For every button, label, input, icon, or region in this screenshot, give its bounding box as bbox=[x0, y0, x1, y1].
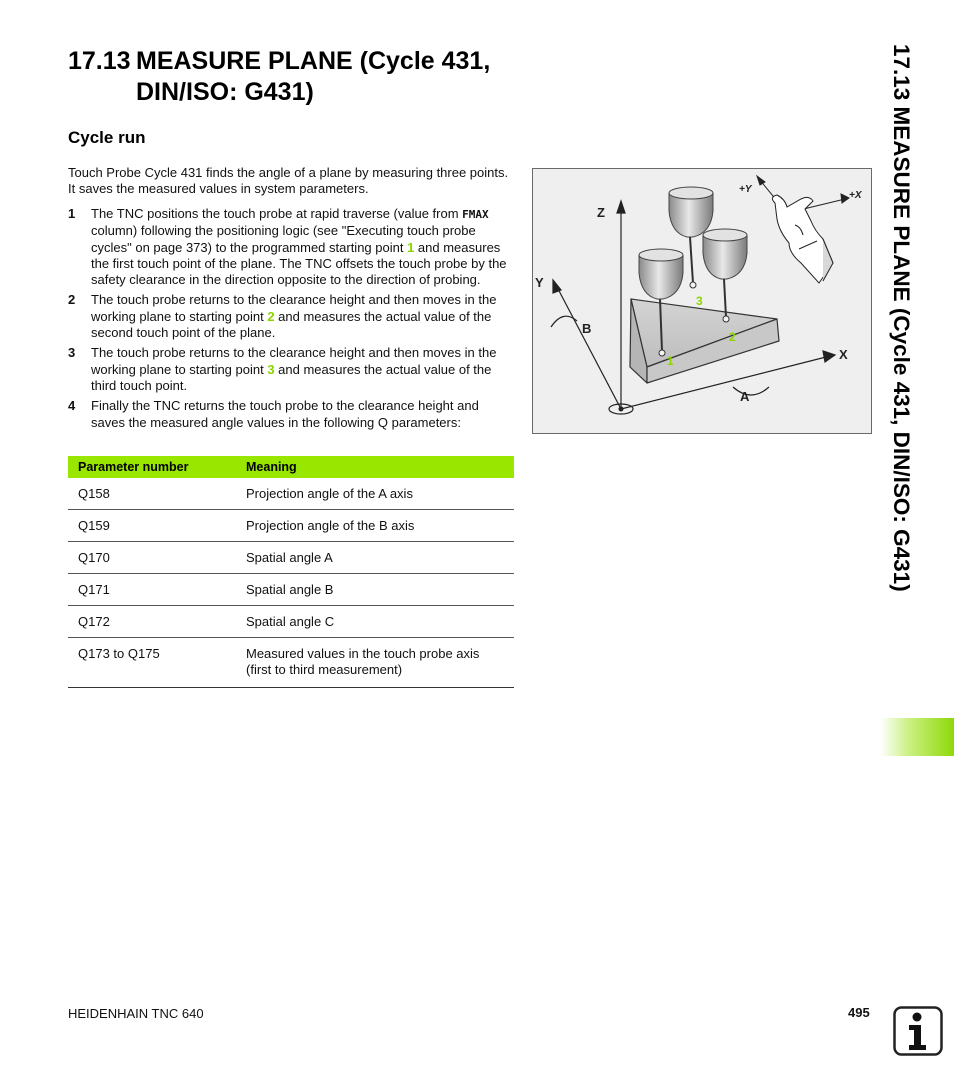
step-item bbox=[68, 206, 512, 288]
param-cell: Q170 bbox=[68, 542, 236, 574]
direction-label-plus-x: +X bbox=[849, 190, 862, 201]
table-row bbox=[68, 638, 514, 688]
heading-line-1 bbox=[68, 46, 490, 77]
meaning-cell: Spatial angle A bbox=[236, 542, 514, 574]
step-number: 4 bbox=[68, 398, 76, 414]
footer-product: HEIDENHAIN TNC 640 bbox=[68, 1006, 204, 1021]
touch-point-label-1: 1 bbox=[667, 354, 674, 368]
plane-diagram bbox=[533, 169, 871, 433]
param-cell: Q158 bbox=[68, 478, 236, 510]
table-row bbox=[68, 510, 514, 542]
table-row bbox=[68, 574, 514, 606]
step-text: and measures the actual value of the second touch point of the plane. bbox=[91, 308, 492, 341]
param-cell: Q172 bbox=[68, 606, 236, 638]
meaning-cell: Spatial angle B bbox=[236, 574, 514, 606]
meaning-cell: Projection angle of the B axis bbox=[236, 510, 514, 542]
step-item bbox=[68, 345, 512, 394]
table-header-row bbox=[68, 456, 514, 478]
fmax-code: FMAX bbox=[462, 208, 489, 221]
direction-label-plus-y: +Y bbox=[739, 184, 752, 195]
step-item bbox=[68, 292, 512, 341]
table-row bbox=[68, 542, 514, 574]
param-cell: Q171 bbox=[68, 574, 236, 606]
axis-label-a: A bbox=[740, 389, 750, 404]
touch-point-label-3: 3 bbox=[696, 294, 703, 308]
chapter-tab bbox=[880, 718, 954, 756]
info-icon bbox=[893, 1006, 943, 1056]
steps-list bbox=[68, 206, 512, 435]
step-number: 1 bbox=[68, 206, 76, 221]
header-meaning: Meaning bbox=[236, 456, 514, 478]
step-item bbox=[68, 398, 512, 431]
step-text: and measures the actual value of the third touch point. bbox=[91, 361, 492, 393]
probe-2 bbox=[703, 229, 747, 322]
right-hand-rule-icon bbox=[757, 176, 849, 283]
touch-point-label-2: 2 bbox=[729, 330, 736, 344]
axis-label-y: Y bbox=[535, 275, 544, 290]
q-parameter-table bbox=[68, 456, 514, 688]
step-text: The TNC positions the touch probe at rapid traverse (value from bbox=[91, 206, 463, 221]
page-heading bbox=[68, 46, 490, 108]
step-text: and measures the first touch point of the plane. The TNC offsets the touch probe by the safety clearance in the direction opposite to the direction of probing. bbox=[91, 239, 507, 288]
page-number: 495 bbox=[848, 1005, 870, 1020]
side-chapter-title: 17.13 MEASURE PLANE (Cycle 431, DIN/ISO: G431) bbox=[889, 44, 914, 592]
axis-label-z: Z bbox=[597, 205, 605, 220]
point-ref: 1 bbox=[407, 239, 415, 255]
axis-label-b: B bbox=[582, 321, 592, 336]
param-cell: Q159 bbox=[68, 510, 236, 542]
table-row bbox=[68, 478, 514, 510]
workpiece bbox=[630, 299, 779, 383]
param-cell: Q173 to Q175 bbox=[68, 638, 236, 688]
meaning-cell: Spatial angle C bbox=[236, 606, 514, 638]
header-parameter-number: Parameter number bbox=[68, 456, 236, 478]
heading-line-2: DIN/ISO: G431) bbox=[136, 78, 314, 106]
meaning-cell: Measured values in the touch probe axis (first to third measurement) bbox=[236, 638, 514, 688]
step-text: The touch probe returns to the clearance height and then moves in the working plane to starting point bbox=[91, 292, 497, 324]
table-row bbox=[68, 606, 514, 638]
step-text: Finally the TNC returns the touch probe to the clearance height and saves the measured angle values in the following Q parameters: bbox=[91, 398, 479, 430]
axis-label-x: X bbox=[839, 347, 848, 362]
intro-paragraph: Touch Probe Cycle 431 finds the angle of a plane by measuring three points. It saves the measured values in system parameters. bbox=[68, 165, 509, 197]
meaning-cell: Projection angle of the A axis bbox=[236, 478, 514, 510]
heading-text-1: MEASURE PLANE (Cycle 431, bbox=[136, 47, 491, 75]
measure-plane-figure bbox=[532, 168, 872, 434]
step-text: The touch probe returns to the clearance height and then moves in the working plane to starting point bbox=[91, 345, 497, 377]
point-ref: 3 bbox=[267, 361, 275, 377]
heading-number: 17.13 bbox=[68, 47, 131, 75]
step-number: 3 bbox=[68, 345, 76, 361]
section-title: Cycle run bbox=[68, 128, 146, 147]
step-number: 2 bbox=[68, 292, 76, 308]
step-text: column) following the positioning logic (see "Executing touch probe cycles" on page 373) to the programmed starting point bbox=[91, 223, 476, 255]
point-ref: 2 bbox=[267, 308, 275, 324]
